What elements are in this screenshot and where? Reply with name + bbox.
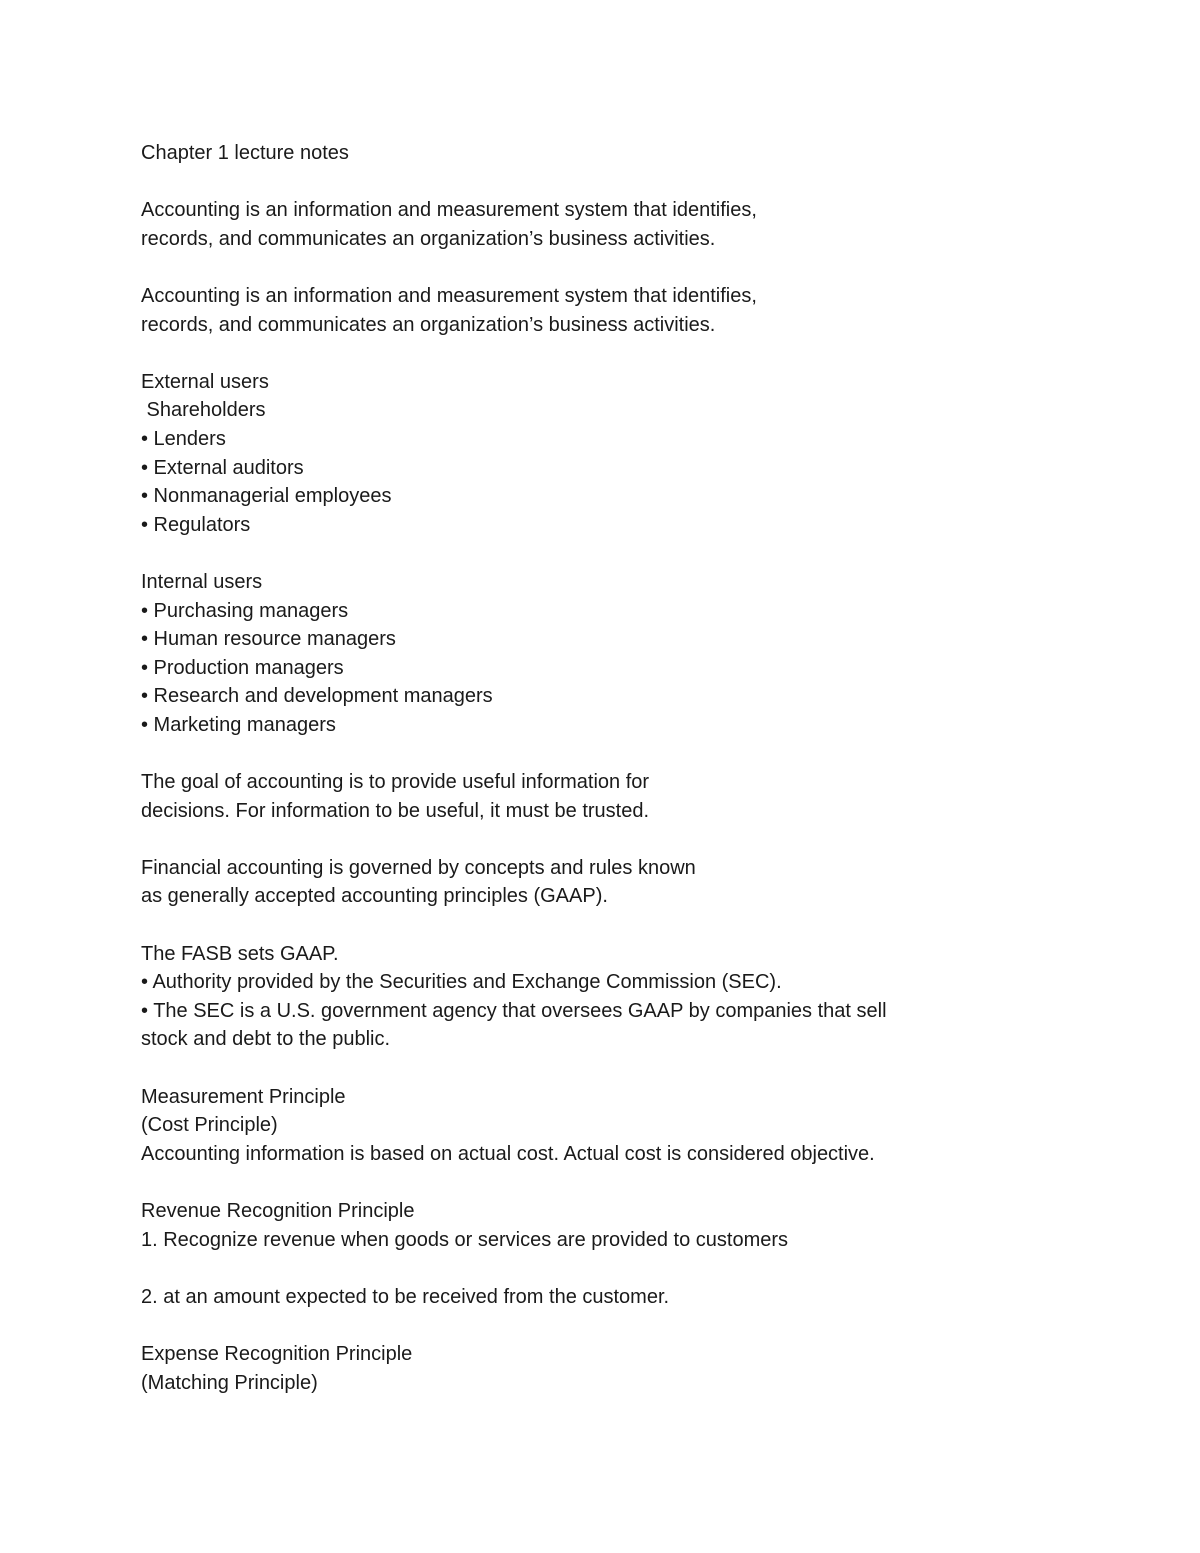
paragraph-line: (Matching Principle)	[141, 1371, 318, 1394]
list-item: Shareholders	[141, 399, 266, 422]
list-item: • Regulators	[141, 513, 251, 536]
paragraph-line: records, and communicates an organization’s business activities.	[141, 313, 716, 336]
section-heading: Expense Recognition Principle	[141, 1342, 413, 1365]
list-item: • Production managers	[141, 656, 344, 679]
paragraph-line: records, and communicates an organization’s business activities.	[141, 227, 716, 250]
section-heading: The FASB sets GAAP.	[141, 942, 339, 965]
blank-line	[141, 825, 1141, 854]
blank-line	[141, 1254, 1141, 1283]
document-page	[141, 139, 1141, 1397]
paragraph-line: (Cost Principle)	[141, 1114, 278, 1137]
list-item: • Lenders	[141, 427, 226, 450]
paragraph-line: as generally accepted accounting principles (GAAP).	[141, 885, 608, 908]
numbered-item: 1. Recognize revenue when goods or services are provided to customers	[141, 1228, 789, 1251]
section-heading: Internal users	[141, 570, 263, 593]
blank-line	[141, 168, 1141, 197]
section-heading: Revenue Recognition Principle	[141, 1199, 415, 1222]
paragraph-line: Accounting is an information and measurement system that identifies,	[141, 199, 757, 222]
section-heading: External users	[141, 370, 269, 393]
blank-line	[141, 1168, 1141, 1197]
numbered-item: 2. at an amount expected to be received from the customer.	[141, 1285, 670, 1308]
list-item: • Human resource managers	[141, 628, 396, 651]
blank-line	[141, 911, 1141, 940]
list-item: • The SEC is a U.S. government agency that oversees GAAP by companies that sell	[141, 999, 887, 1022]
blank-line	[141, 339, 1141, 368]
blank-line	[141, 1054, 1141, 1083]
list-item: • Marketing managers	[141, 713, 336, 736]
paragraph-line: stock and debt to the public.	[141, 1028, 391, 1051]
paragraph-line: Financial accounting is governed by concepts and rules known	[141, 856, 696, 879]
list-item: • Purchasing managers	[141, 599, 349, 622]
paragraph-line: Accounting is an information and measurement system that identifies,	[141, 284, 757, 307]
blank-line	[141, 253, 1141, 282]
list-item: • Nonmanagerial employees	[141, 485, 392, 508]
list-item: • External auditors	[141, 456, 304, 479]
blank-line	[141, 1311, 1141, 1340]
document-title: Chapter 1 lecture notes	[141, 142, 349, 164]
paragraph-line: Accounting information is based on actual cost. Actual cost is considered objective.	[141, 1142, 875, 1165]
section-heading: Measurement Principle	[141, 1085, 346, 1108]
paragraph-line: decisions. For information to be useful, it must be trusted.	[141, 799, 650, 822]
blank-line	[141, 539, 1141, 568]
list-item: • Research and development managers	[141, 685, 493, 708]
list-item: • Authority provided by the Securities and Exchange Commission (SEC).	[141, 971, 782, 994]
paragraph-line: The goal of accounting is to provide useful information for	[141, 771, 650, 794]
blank-line	[141, 739, 1141, 768]
